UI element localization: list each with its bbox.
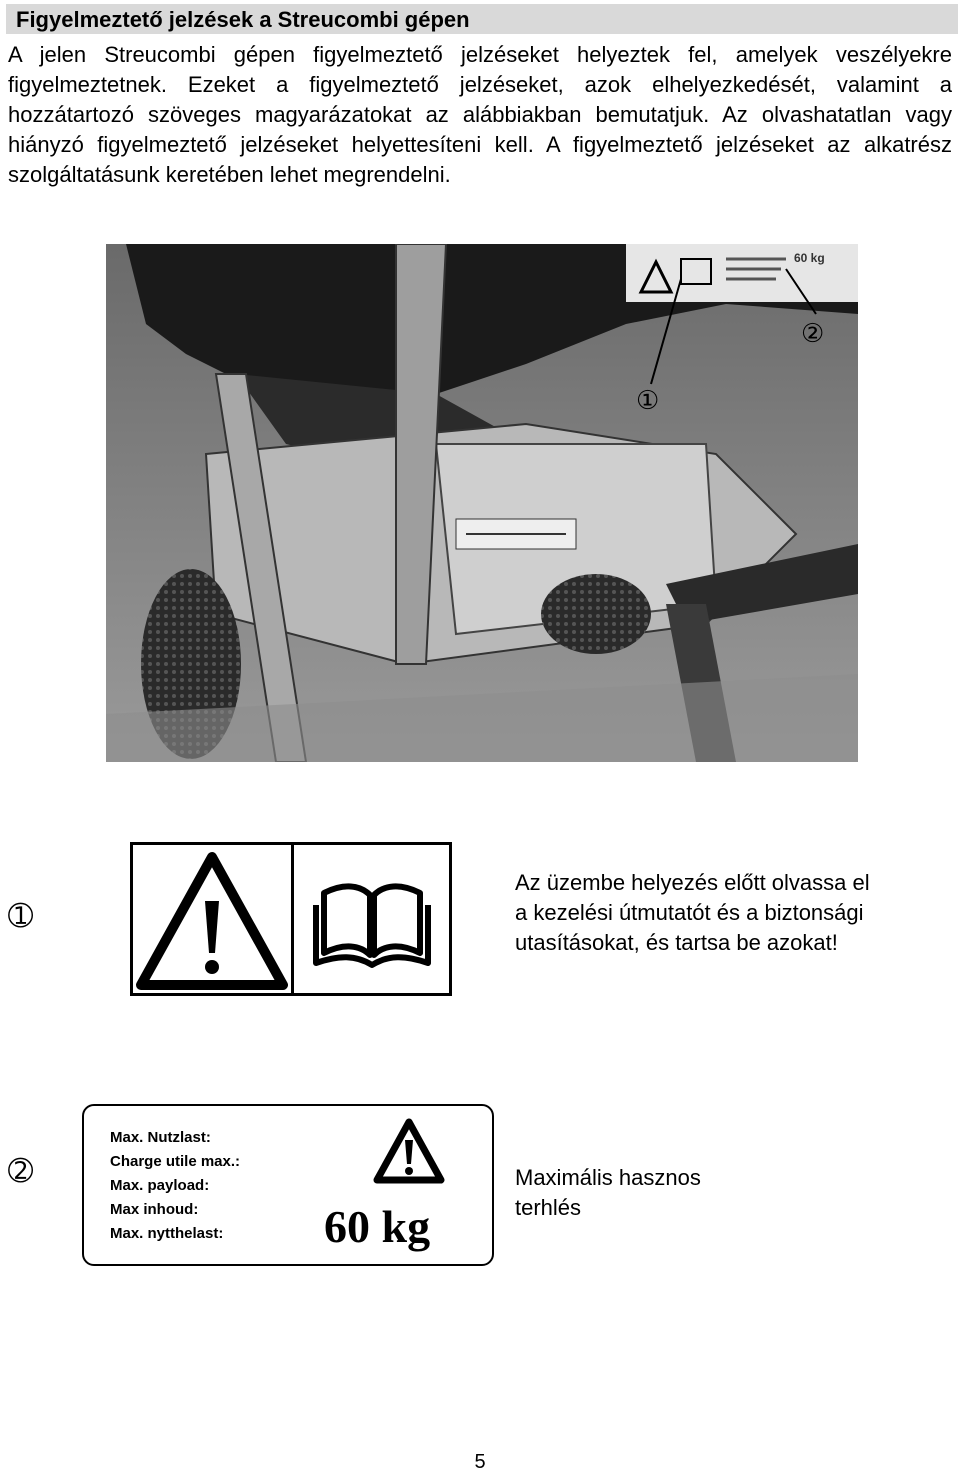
- sign-2-description-line: terhlés: [515, 1195, 582, 1220]
- sign-2-description-line: Maximális hasznos: [515, 1165, 701, 1190]
- sign-2-description: [515, 1163, 701, 1223]
- sign-1-description: [515, 868, 870, 958]
- machine-photo: [106, 244, 858, 762]
- section-header-bar: [6, 4, 958, 34]
- sign-1-description-line: a kezelési útmutatót és a biztonsági: [515, 900, 864, 925]
- open-book-icon: [294, 845, 450, 993]
- load-sign-line: Charge utile max.:: [110, 1153, 241, 1170]
- photo-callout-1: ①: [636, 386, 660, 416]
- warning-cell: [133, 845, 291, 993]
- page-number: 5: [474, 1451, 486, 1473]
- machine-illustration: [106, 244, 858, 762]
- warning-triangle-icon: [372, 1116, 446, 1186]
- warning-sign-1: [130, 842, 452, 996]
- page-title: Figyelmeztető jelzések a Streucombi gépen: [16, 7, 470, 32]
- sign-2-marker: ➁: [8, 1155, 34, 1188]
- sign-1-description-line: utasításokat, és tartsa be azokat!: [515, 930, 838, 955]
- load-sign-line: Max. nytthelast:: [110, 1225, 224, 1242]
- warning-triangle-icon: [133, 845, 291, 993]
- load-sign-line: Max. Nutzlast:: [110, 1129, 211, 1146]
- load-sign-2: [82, 1104, 494, 1266]
- photo-callout-2: ②: [801, 319, 825, 349]
- manual-cell: [291, 845, 450, 993]
- intro-paragraph-block: [8, 40, 952, 190]
- sign-1-marker: ➀: [8, 900, 34, 933]
- intro-paragraph: A jelen Streucombi gépen figyelmeztető jelzéseket helyeztek fel, amelyek veszélyekre figyelmeztetnek. Ezeket a figyelmeztető jelzéseket, azok elhelyezkedését, valamint a hozzátartozó szöveges magyarázatokat az alábbiakban bemutatjuk. Az olvashatatlan vagy hiányzó figyelmeztető jelzéseket helyettesíteni kell. A figyelmeztető jelzéseket az alkatrész szolgáltatásunk keretében lehet megrendelni.: [8, 42, 952, 187]
- max-load-value: 60 kg: [324, 1201, 431, 1252]
- load-sign-line: Max. payload:: [110, 1177, 210, 1194]
- load-sign-lines: [110, 1126, 240, 1246]
- load-sign-line: Max inhoud:: [110, 1201, 199, 1218]
- sticker-weight-text: 60 kg: [794, 251, 825, 265]
- sign-1-description-line: Az üzembe helyezés előtt olvassa el: [515, 870, 870, 895]
